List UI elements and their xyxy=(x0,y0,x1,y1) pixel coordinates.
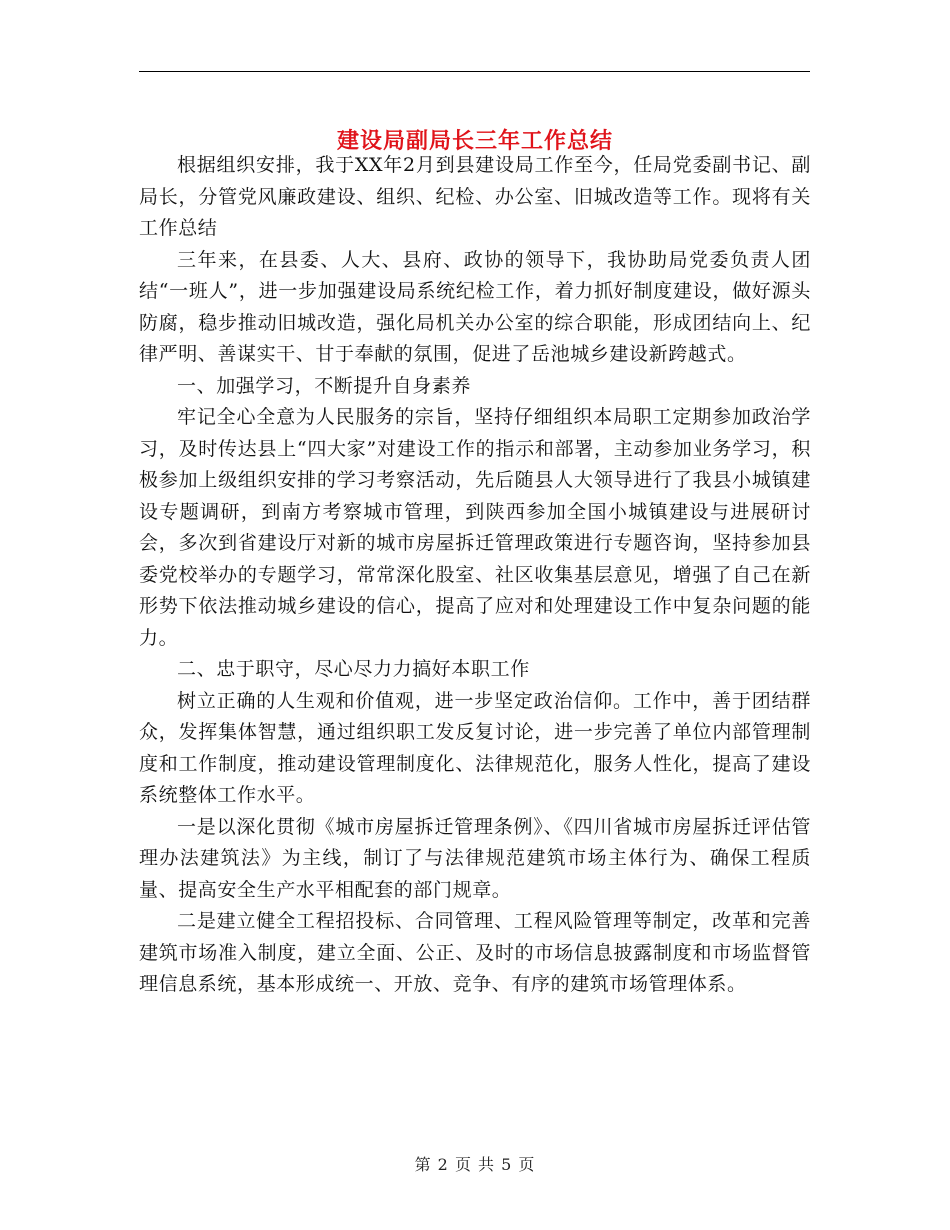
paragraph-point-1: 一是以深化贯彻《城市房屋拆迁管理条例》、《四川省城市房屋拆迁评估管理办法建筑法》为主线，制订了与法律规范建筑市场主体行为、确保工程质量、提高安全生产水平相配套的部门规章。 xyxy=(139,815,811,901)
page-number: 第 2 页 共 5 页 xyxy=(414,1155,536,1174)
paragraph-overview: 三年来，在县委、人大、县府、政协的领导下，我协助局党委负责人团结“一班人”，进一步加强建设局系统纪检工作，着力抓好制度建设，做好源头防腐，稳步推动旧城改造，强化局机关办公室的综合职能，形成团结向上、纪律严明、善谋实干、甘于奉献的氛围，促进了岳池城乡建设新跨越式。 xyxy=(139,248,811,365)
section-heading-2: 二、忠于职守，尽心尽力力搞好本职工作 xyxy=(177,658,530,680)
paragraph-study: 牢记全心全意为人民服务的宗旨，坚持仔细组织本局职工定期参加政治学习，及时传达县上“四大家”对建设工作的指示和部署，主动参加业务学习，积极参加上级组织安排的学习考察活动，先后随县人大领导进行了我县小城镇建设专题调研，到南方考察城市管理，到陕西参加全国小城镇建设与进展研讨会，多次到省建设厅对新的城市房屋拆迁管理政策进行专题咨询，坚持参加县委党校举办的专题学习，常常深化股室、社区收集基层意见，增强了自己在新形势下依法推动城乡建设的信心，提高了应对和处理建设工作中复杂问题的能力。 xyxy=(139,406,811,649)
document-title: 建设局副局长三年工作总结 xyxy=(336,127,613,154)
paragraph-intro: 根据组织安排，我于XX年2月到县建设局工作至今，任局党委副书记、副局长，分管党风廉政建设、组织、纪检、办公室、旧城改造等工作。现将有关工作总结 xyxy=(139,154,811,239)
section-heading-1: 一、加强学习，不断提升自身素养 xyxy=(177,374,472,397)
header-rule xyxy=(139,71,810,72)
paragraph-point-2: 二是建立健全工程招投标、合同管理、工程风险管理等制定，改革和完善建筑市场准入制度，建立全面、公正、及时的市场信息披露制度和市场监督管理信息系统，基本形成统一、开放、竞争、有序的建筑市场管理体系。 xyxy=(139,910,811,995)
document-body xyxy=(139,150,811,1001)
paragraph-duty: 树立正确的人生观和价值观，进一步坚定政治信仰。工作中，善于团结群众，发挥集体智慧，通过组织职工发反复讨论，进一步完善了单位内部管理制度和工作制度，推动建设管理制度化、法律规范化，服务人性化，提高了建设系统整体工作水平。 xyxy=(139,689,811,806)
